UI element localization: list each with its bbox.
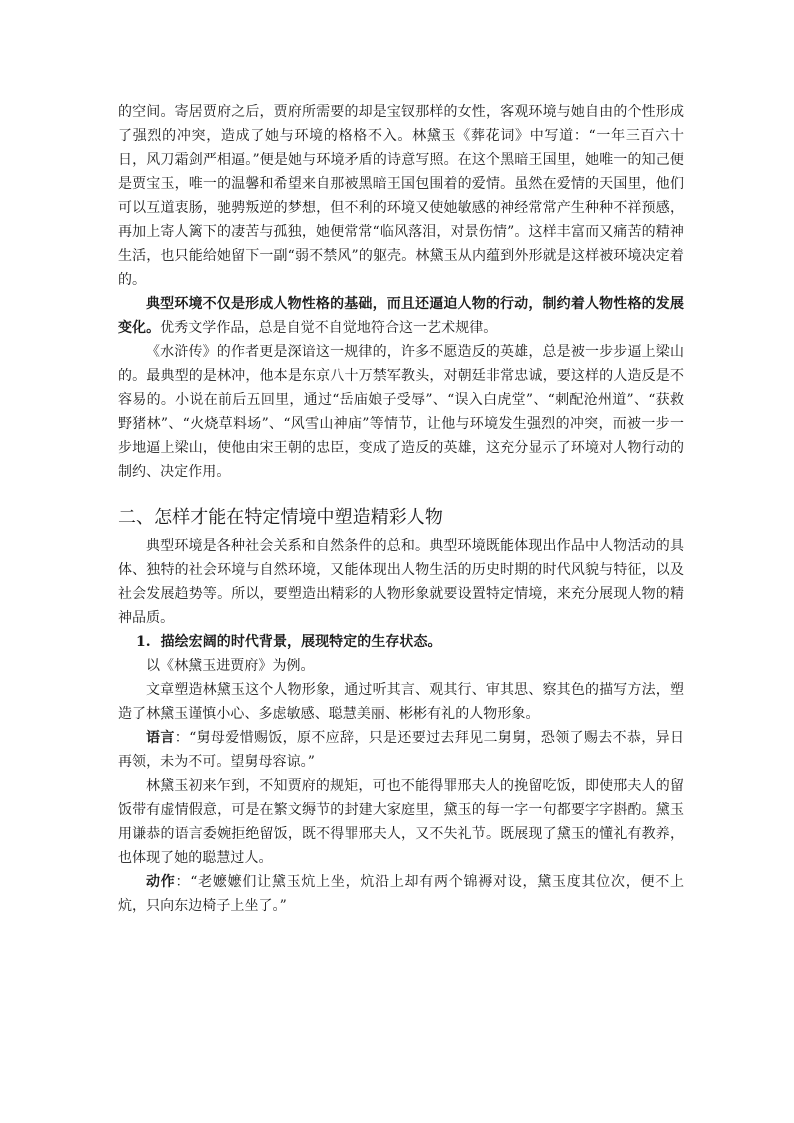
document-body — [118, 100, 684, 918]
spacer — [118, 484, 684, 504]
paragraph-text: 优秀文学作品，总是自觉不自觉地符合这一艺术规律。 — [160, 320, 498, 336]
list-number: 1. — [136, 634, 151, 650]
section-heading: 二、怎样才能在特定情境中塑造精彩人物 — [118, 507, 443, 528]
key-point-bold: 典型环境不仅是形成人物性格的基础，而且还逼迫人物的行动，制约着人物性格的发展变化。 — [118, 296, 684, 336]
numbered-point-1 — [118, 630, 684, 654]
paragraph-character-portrait: 文章塑造林黛玉这个人物形象，通过听其言、观其行、审其思、察其色的描写方法，塑造了林黛玉谨慎小心、多虑敏感、聪慧美丽、彬彬有礼的人物形象。 — [118, 682, 684, 722]
label-colon: ： — [174, 730, 190, 746]
paragraph-shuihu: 《水浒传》的作者更是深谙这一规律的，许多不愿造反的英雄，总是被一步步逼上梁山的。最典型的是林冲，他本是东京八十万禁军教头，对朝廷非常忠诚，要这样的人造反是不容易的。小说在前后五回里，通过“岳庙娘子受辱”、“误入白虎堂”、“刺配沧州道”、“获救野猪林”、“火烧草料场”、“风雪山神庙”等情节，让他与环境发生强烈的冲突，而被一步一步地逼上梁山，使他由宋王朝的忠臣，变成了造反的英雄，这充分显示了环境对人物行动的制约、决定作用。 — [118, 344, 684, 480]
paragraph-typical-environment — [118, 292, 684, 340]
paragraph-action-quote — [118, 870, 684, 918]
label-action: 动作 — [146, 874, 176, 890]
label-language: 语言 — [146, 730, 175, 746]
paragraph-example-intro: 以《林黛玉进贾府》为例。 — [146, 658, 315, 674]
paragraph-language-analysis: 林黛玉初来乍到，不知贾府的规矩，可也不能得罪邢夫人的挽留吃饭，即使邢夫人的留饭带有虚情假意，可是在繁文缛节的封建大家庭里，黛玉的每一字一句都要字字斟酌。黛玉用谦恭的语言委婉拒绝留饭，既不得罪邢夫人，又不失礼节。既展现了黛玉的懂礼有教养，也体现了她的聪慧过人。 — [118, 778, 684, 866]
paragraph-language-quote — [118, 726, 684, 774]
list-item-text: 描绘宏阔的时代背景，展现特定的生存状态。 — [160, 634, 442, 650]
quote-text: “老嬷嬷们让黛玉炕上坐，炕沿上却有两个锦褥对设，黛玉度其位次，便不上炕，只向东边椅子上坐了。” — [118, 874, 684, 914]
quote-text: “舅母爱惜赐饭，原不应辞，只是还要过去拜见二舅舅，恐领了赐去不恭，异日再领，未为不可。望舅母容谅。” — [118, 730, 685, 770]
paragraph-jiayu-environment: 的空间。寄居贾府之后，贾府所需要的却是宝钗那样的女性，客观环境与她自由的个性形成了强烈的冲突，造成了她与环境的格格不入。林黛玉《葬花词》中写道：“一年三百六十日，风刀霜剑严相逼。”便是她与环境矛盾的诗意写照。在这个黑暗王国里，她唯一的知己便是贾宝玉，唯一的温馨和希望来自那被黑暗王国包围着的爱情。虽然在爱情的天国里，他们可以互道衷肠，驰骋叛逆的梦想，但不利的环境又使她敏感的神经常常产生种种不祥预感，再加上寄人篱下的凄苦与孤独，她便常常“临风落泪，对景伤情”。这样丰富而又痛苦的精神生活，也只能给她留下一副“弱不禁风”的躯壳。林黛玉从内蕴到外形就是这样被环境决定着的。 — [118, 104, 684, 288]
paragraph-typical-environment-definition: 典型环境是各种社会关系和自然条件的总和。典型环境既能体现出作品中人物活动的具体、独特的社会环境与自然环境，又能体现出人物生活的历史时期的时代风貌与特征，以及社会发展趋势等。所以，要塑造出精彩的人物形象就要设置特定情境，来充分展现人物的精神品质。 — [118, 538, 684, 626]
label-colon: ： — [175, 874, 191, 890]
